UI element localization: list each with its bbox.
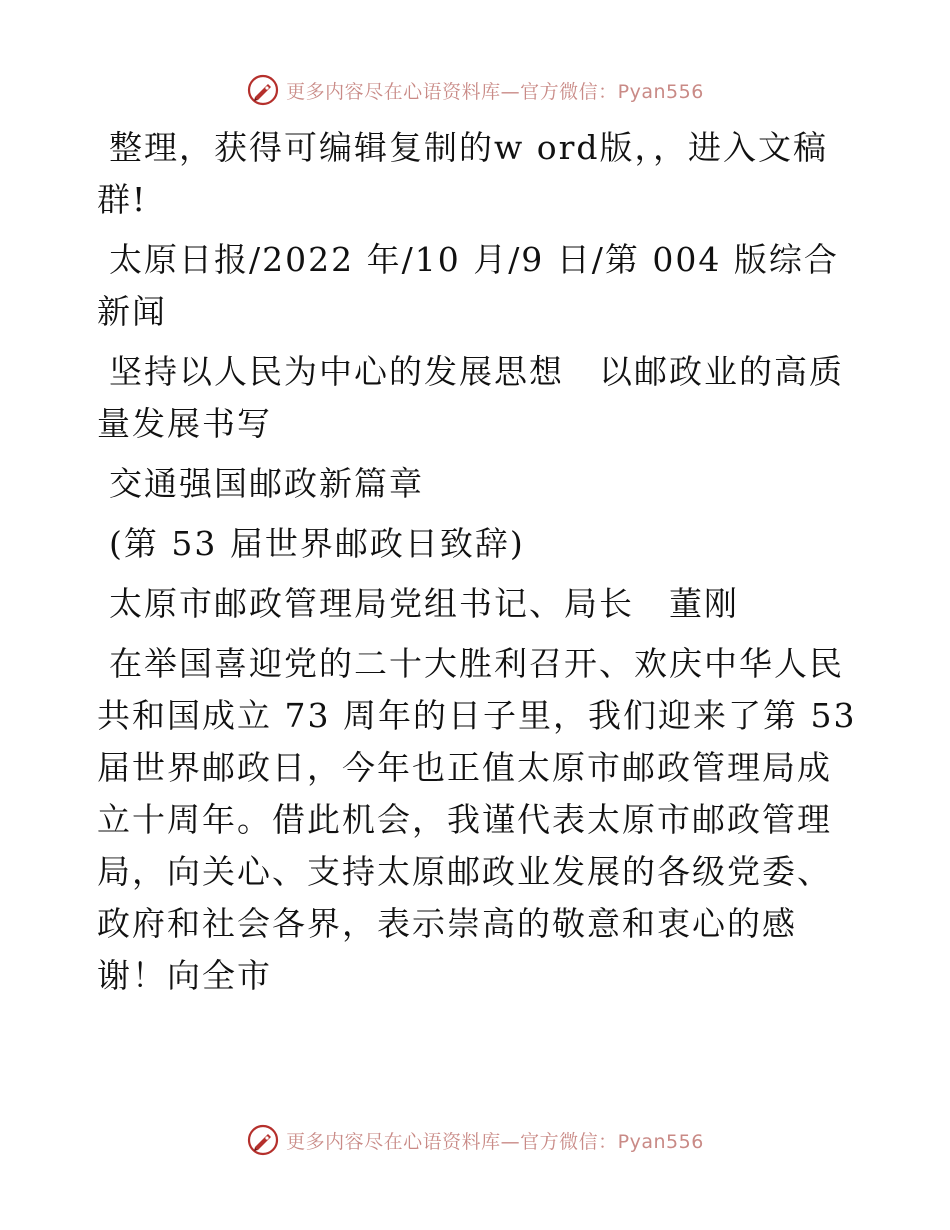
footer-watermark bbox=[0, 1120, 950, 1160]
watermark-group bbox=[246, 73, 704, 107]
watermark-wechat-id: Pyan556 bbox=[617, 1130, 704, 1153]
watermark-wechat-id: Pyan556 bbox=[617, 80, 704, 103]
document-body bbox=[97, 122, 857, 1010]
paragraph-headline: 坚持以人民为中心的发展思想 以邮政业的高质量发展书写 bbox=[97, 352, 844, 443]
pen-nib-logo-icon bbox=[246, 73, 280, 107]
header-watermark bbox=[0, 70, 950, 110]
watermark-text: 更多内容尽在心语资料库—官方微信：Pyan556 bbox=[286, 1130, 704, 1153]
pen-nib-logo-icon bbox=[246, 1123, 280, 1157]
paragraph-intro: 整理，获得可编辑复制的w ord版，，进入文稿群! bbox=[97, 128, 829, 219]
paragraph-source: 太原日报/2022 年/10 月/9 日/第 004 版综合新闻 bbox=[97, 240, 839, 331]
paragraph-author: 太原市邮政管理局党组书记、局长 董刚 bbox=[109, 584, 739, 623]
watermark-group bbox=[246, 1123, 704, 1157]
paragraph-headline-cont: 交通强国邮政新篇章 bbox=[109, 464, 424, 503]
watermark-text: 更多内容尽在心语资料库—官方微信：Pyan556 bbox=[286, 80, 704, 103]
paragraph-subtitle: (第 53 届世界邮政日致辞) bbox=[109, 524, 525, 563]
paragraph-body: 在举国喜迎党的二十大胜利召开、欢庆中华人民共和国成立 73 周年的日子里，我们迎来了第 53 届世界邮政日，今年也正值太原市邮政管理局成立十周年。借此机会，我谨代表太原市邮政管理局，向关心、支持太原邮政业发展的各级党委、政府和社会各界，表示崇高的敬意和衷心的感谢！向全市 bbox=[97, 644, 857, 995]
